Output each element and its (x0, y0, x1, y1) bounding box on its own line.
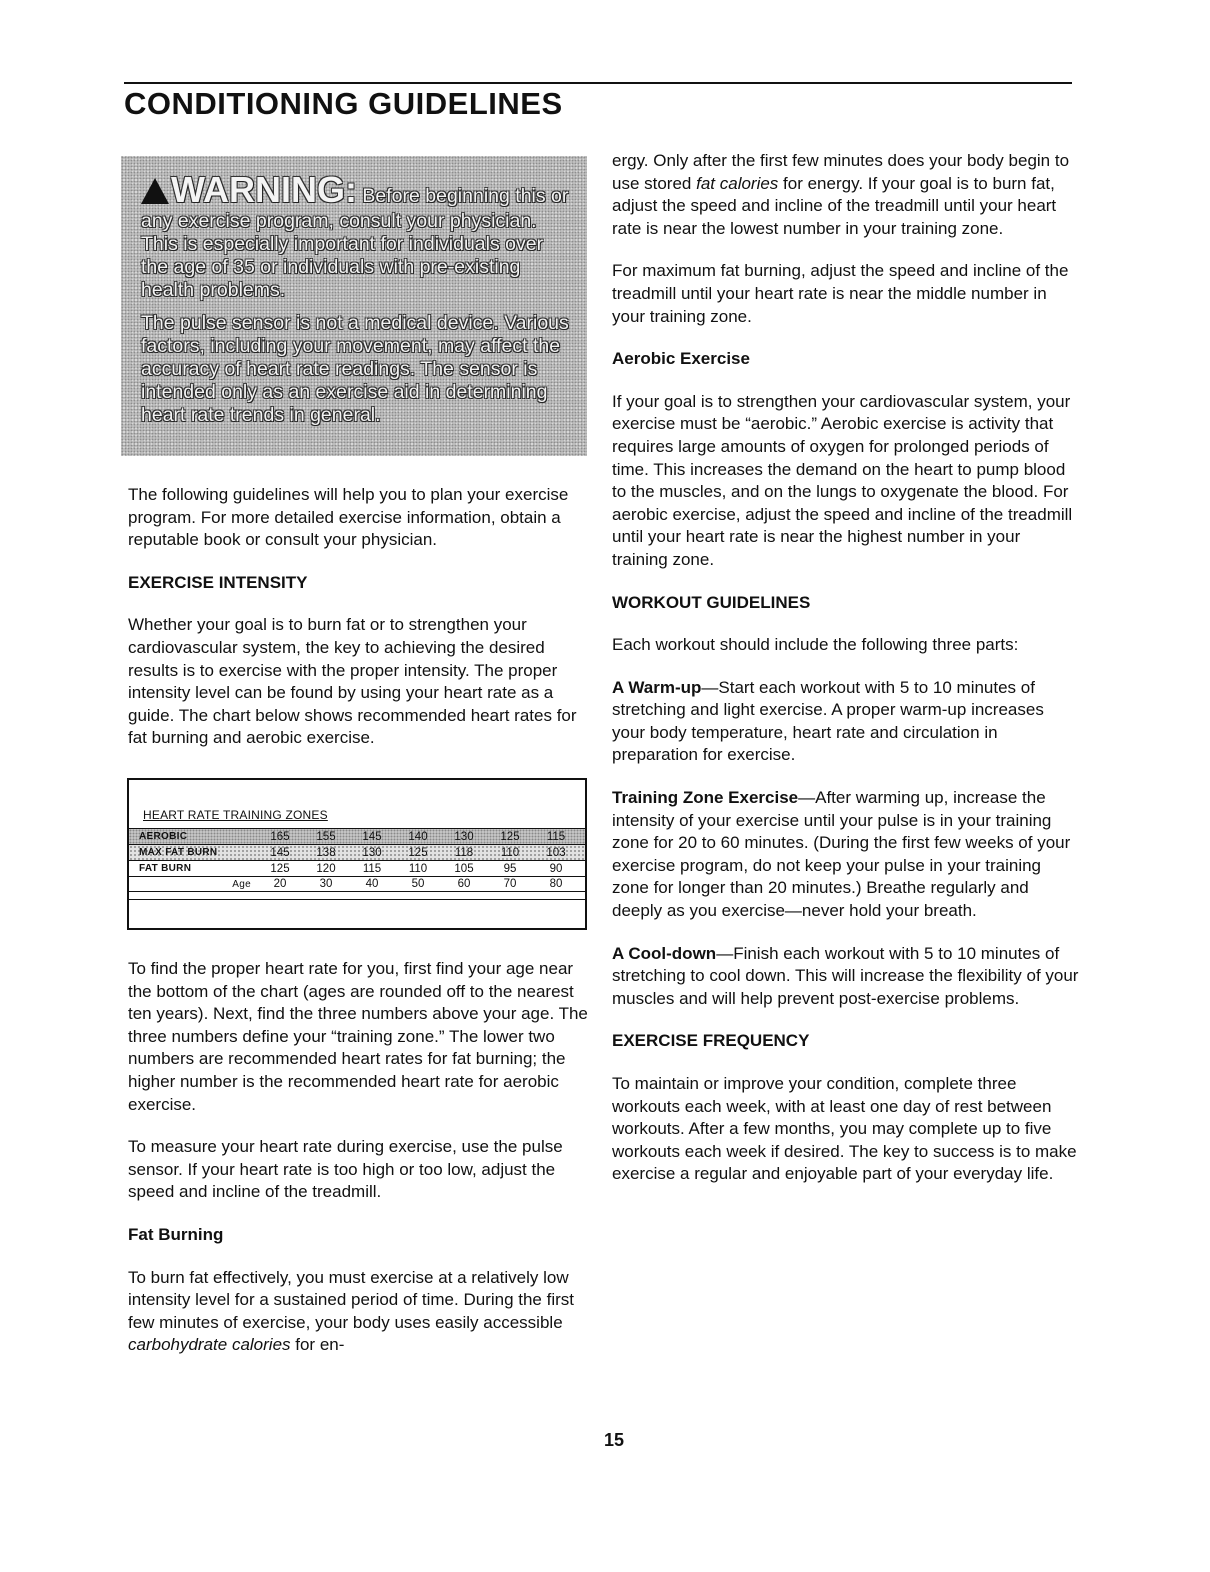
fat-burning-continued (612, 150, 1080, 240)
chart-row-max-fat-burn (129, 844, 585, 860)
warning-triangle-icon (141, 178, 169, 204)
cont-text-em: fat calories (696, 173, 779, 193)
exercise-intensity-heading: EXERCISE INTENSITY (128, 572, 308, 592)
right-column (612, 150, 1080, 1186)
exercise-frequency-paragraph: To maintain or improve your condition, complete three workouts each week, with at least one day of rest between workouts. After a few months, you may complete up to five workouts each week if desired. The key to success is to make exercise a regular and enjoyable part of your everyday life. (612, 1074, 1077, 1184)
chart-value-cell: 145 (270, 846, 290, 859)
intro-paragraph: The following guidelines will help you to plan your exercise program. For more detailed exercise information, obtain a reputable book or consult your physician. (128, 485, 569, 550)
chart-value-cell: 115 (362, 862, 382, 875)
training-text: —After warming up, increase the intensity of your exercise until your pulse is in your training zone for 20 to 60 minutes. (During the first few weeks of your exercise program, do not keep your pulse in your training zone for longer than 20 minutes.) Breathe regularly and deeply as you exercise—never hold your breath. (612, 788, 1071, 921)
chart-age-cell: 70 (503, 878, 517, 890)
measure-paragraph: To measure your heart rate during exercise, use the pulse sensor. If your heart rate is too high or too low, adjust the speed and incline of the treadmill. (128, 1137, 563, 1202)
cooldown-paragraph (612, 943, 1080, 1011)
chart-age-label: Age (232, 878, 251, 890)
workout-intro: Each workout should include the following three parts: (612, 635, 1019, 655)
chart-value-cell: 125 (500, 830, 520, 843)
warning-body-2: The pulse sensor is not a medical device. Various factors, including your movement, may affect the accuracy of heart rate readings. The sensor is intended only as an exercise aid in determining heart rate trends in general. (141, 312, 569, 426)
fat-text-a: To burn fat effectively, you must exercise at a relatively low intensity level for a sustained period of time. During the first few minutes of exercise, your body uses easily accessible (128, 1267, 574, 1332)
cooldown-text: —Finish each workout with 5 to 10 minutes of stretching to cool down. This will increase the flexibility of your muscles and will help prevent post-exercise problems. (612, 943, 1079, 1008)
chart-series-label: AEROBIC (139, 831, 188, 842)
warning-body-1: Before beginning this or any exercise program, consult your physician. This is especially important for individuals over the age of 35 or individuals with pre-existing health problems. (141, 185, 569, 301)
workout-guidelines-heading: WORKOUT GUIDELINES (612, 592, 811, 612)
chart-value-cell: 125 (270, 862, 290, 875)
warmup-label: A Warm-up (612, 677, 702, 697)
aerobic-heading: Aerobic Exercise (612, 349, 750, 369)
chart-value-cell: 130 (362, 846, 382, 859)
chart-footer (129, 899, 585, 928)
chart-row-fat-burn (129, 860, 585, 876)
find-rate-paragraph: To find the proper heart rate for you, first find your age near the bottom of the chart (ages are rounded off to the nearest ten years). Next, find the three numbers above your age. The three numbers define your “training zone.” The lower two numbers are recommended heart rates for fat burning; the higher number is the recommended heart rate for aerobic exercise. (128, 959, 588, 1114)
chart-value-cell: 95 (503, 862, 517, 875)
training-label: Training Zone Exercise (612, 788, 799, 808)
chart-value-cell: 130 (454, 830, 474, 843)
chart-value-cell: 155 (316, 830, 336, 843)
chart-value-cell: 103 (546, 846, 566, 859)
chart-value-cell: 145 (362, 830, 382, 843)
warning-box (121, 156, 587, 456)
chart-age-cell: 30 (319, 878, 333, 890)
chart-value-cell: 138 (316, 846, 336, 859)
warning-text-1 (141, 170, 573, 302)
heart-rate-chart (127, 778, 587, 930)
training-zone-paragraph (612, 787, 1080, 923)
chart-series-label: MAX FAT BURN (139, 847, 218, 858)
exercise-frequency-heading: EXERCISE FREQUENCY (612, 1031, 810, 1051)
chart-title: HEART RATE TRAINING ZONES (143, 808, 328, 822)
aerobic-paragraph: If your goal is to strengthen your cardiovascular system, your exercise must be “aerobic.” Aerobic exercise is activity that requires large amounts of oxygen for prolonged periods of time. This increases the demand on the heart to pump blood to the muscles, and on the lungs to oxygenate the blood. For aerobic exercise, adjust the speed and incline of the treadmill until your heart rate is near the highest number in your training zone. (612, 391, 1073, 569)
header-rule (124, 82, 1072, 84)
left-column (128, 484, 588, 750)
warmup-text: —Start each workout with 5 to 10 minutes of stretching and light exercise. A proper warm-up increases your body temperature, heart rate and circulation in preparation for exercise. (612, 677, 1044, 765)
page-title: CONDITIONING GUIDELINES (124, 86, 563, 121)
max-fat-paragraph: For maximum fat burning, adjust the speed and incline of the treadmill until your heart rate is near the middle number in your training zone. (612, 261, 1069, 326)
chart-age-cell: 20 (273, 878, 287, 890)
chart-age-cell: 80 (549, 878, 563, 890)
chart-value-cell: 110 (408, 862, 428, 875)
left-column-lower (128, 958, 588, 1357)
chart-age-cell: 50 (411, 878, 425, 890)
chart-age-cell: 40 (365, 878, 379, 890)
chart-value-cell: 105 (454, 862, 474, 875)
chart-value-cell: 118 (454, 846, 474, 859)
exercise-intensity-paragraph: Whether your goal is to burn fat or to strengthen your cardiovascular system, the key to achieving the desired results is to exercise with the proper intensity. The proper intensity level can be found by using your heart rate as a guide. The chart below shows recommended heart rates for fat burning and aerobic exercise. (128, 615, 577, 748)
chart-value-cell: 120 (316, 862, 336, 875)
fat-text-b: for en- (290, 1335, 345, 1355)
warmup-paragraph (612, 677, 1080, 767)
chart-value-cell: 115 (546, 830, 566, 843)
chart-value-cell: 110 (500, 846, 520, 859)
warning-heading: WARNING: (171, 169, 357, 210)
fat-burning-heading: Fat Burning (128, 1224, 224, 1244)
chart-row-age (129, 876, 585, 892)
chart-series-label: FAT BURN (139, 863, 192, 874)
cont-text-b: for energy. If your goal is to burn fat, adjust the speed and incline of the treadmill until your heart rate is near the lowest number in your training zone. (612, 173, 1057, 238)
chart-row-aerobic (129, 828, 585, 844)
fat-text-em: carbohydrate calories (128, 1335, 291, 1355)
chart-value-cell: 90 (549, 862, 563, 875)
chart-rows (129, 828, 585, 892)
page-number: 15 (604, 1430, 625, 1450)
cooldown-label: A Cool-down (612, 943, 717, 963)
chart-value-cell: 165 (270, 830, 290, 843)
chart-value-cell: 140 (408, 830, 428, 843)
chart-age-cell: 60 (457, 878, 471, 890)
cont-text-a: ergy. Only after the first few minutes does your body begin to use stored (612, 151, 1070, 193)
chart-value-cell: 125 (408, 846, 428, 859)
fat-burning-paragraph (128, 1267, 588, 1357)
